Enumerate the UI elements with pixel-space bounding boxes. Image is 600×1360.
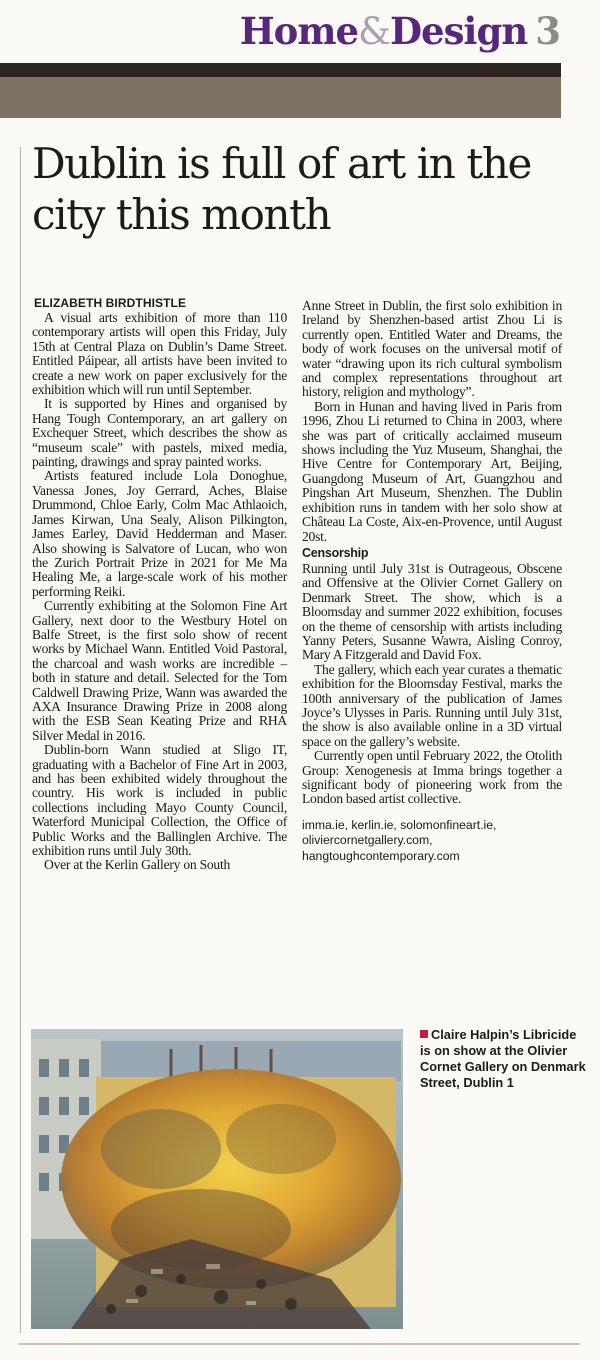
section-logo — [240, 6, 560, 57]
masthead — [0, 0, 600, 62]
artwork-photo — [31, 1029, 403, 1329]
article-column-1 — [32, 311, 287, 873]
paragraph: Currently exhibiting at the Solomon Fine Art Gallery, next door to the Westbury Hotel on Balfe Street, is the first solo show of recent works by Michael Wann. Entitled Void Pastoral, the charcoal and wash works are incredible – both in stature and detail. Selected for the Tom Caldwell Drawing Prize, Wann was awarded the AXA Insurance Drawing Prize in 2008 along with the ESB Sean Keating Prize and RHA Silver Medal in 2016. — [32, 598, 287, 743]
links-line: hangtoughcontemporary.com — [302, 848, 460, 863]
paragraph: Artists featured include Lola Donoghue, Vanessa Jones, Joy Gerrard, Aches, Blaise Drummond, Chloe Early, Colm Mac Athlaoich, James Kirwan, Una Sealy, Alison Pilkington, James Earley, David Hedderman and Maser. Also showing is Salvatore of Lucan, who won the Zurich Portrait Prize in 2021 for Me Ma Healing Me, a large-scale work of his mother performing Reiki. — [32, 468, 287, 599]
header-rule-dark — [0, 63, 561, 77]
paragraph: A visual arts exhibition of more than 110 contemporary artists will open this Friday, July 15th at Central Plaza on Dublin’s Dame Street. Entitled Páipear, all artists have been invited to create a new work on paper exclusively for the exhibition which will run until September. — [32, 310, 287, 398]
paragraph: Over at the Kerlin Gallery on South — [44, 857, 231, 873]
painting-illustration — [31, 1029, 403, 1329]
subheading: Censorship — [302, 545, 369, 560]
paragraph: Dublin-born Wann studied at Sligo IT, graduating with a Bachelor of Fine Art in 2003, and has been exhibited widely throughout the country. His work is included in public collections including Mayo County Council, Waterford Municipal Collection, the Office of Public Works and the Ballinglen Archive. The exhibition runs until July 30th. — [32, 742, 287, 859]
photo-caption — [420, 1027, 590, 1091]
logo-ampersand: & — [358, 10, 390, 53]
column-divider-rule — [20, 147, 21, 1333]
paragraph: Currently open until February 2022, the Otolith Group: Xenogenesis at Imma brings together a significant body of pioneering work from the London based artist collective. — [302, 748, 562, 807]
footer-rule — [18, 1343, 580, 1345]
headline: Dublin is full of art in the city this month — [32, 139, 531, 239]
links-line: imma.ie, kerlin.ie, solomonfineart.ie, — [302, 817, 497, 832]
caption-marker — [420, 1030, 428, 1038]
paragraph: It is supported by Hines and organised by Hang Tough Contemporary, an art gallery on Exchequer Street, which describes the show as “museum scale” with pastels, mixed media, painting, drawings and spray painted works. — [32, 396, 287, 470]
byline: ELIZABETH BIRDTHISTLE — [34, 296, 187, 310]
gallery-links — [302, 818, 562, 865]
paragraph: Anne Street in Dublin, the first solo exhibition in Ireland by Shenzhen-based artist Zhou Li is currently open. Entitled Water and Dreams, the body of work focuses on the universal motif of water “drawing upon its rich cultural symbolism and complex representations throughout art history, religion and mythology”. — [302, 298, 562, 400]
paragraph: Born in Hunan and having lived in Paris from 1996, Zhou Li returned to China in 2003, where she was part of critically acclaimed museum shows including the Yuz Museum, Shanghai, the Hive Centre for Contemporary Art, Beijing, Guangdong Museum of Art, Guangzhou and Pingshan Art Museum, Shenzhen. The Dublin exhibition runs in tandem with her solo show at Château La Coste, Aix-en-Provence, until August 20st. — [302, 398, 562, 544]
header-rule-band — [0, 77, 561, 118]
article-column-2 — [302, 299, 562, 864]
paragraph: The gallery, which each year curates a thematic exhibition for the Bloomsday Festival, marks the 100th anniversary of the publication of James Joyce’s Ulysses in Paris. Running until July 31st, the show is also available online in a 3D virtual space on the gallery’s website. — [302, 661, 562, 749]
links-line: oliviercornetgallery.com, — [302, 833, 433, 848]
caption-text: Claire Halpin’s Libricide is on show at the Olivier Cornet Gallery on Denmark Street, Dublin 1 — [420, 1027, 586, 1090]
logo-design: Design — [389, 9, 528, 53]
page-number: 3 — [535, 9, 560, 53]
paragraph: Running until July 31st is Outrageous, Obscene and Offensive at the Olivier Cornet Gallery on Denmark Street. The show, which is a Bloomsday and summer 2022 exhibition, focuses on the theme of censorship with artists including Yanny Peters, Susanne Wawra, Aisling Conroy, Mary A Fitzgerald and David Fox. — [302, 560, 562, 663]
logo-home: Home — [239, 9, 359, 53]
